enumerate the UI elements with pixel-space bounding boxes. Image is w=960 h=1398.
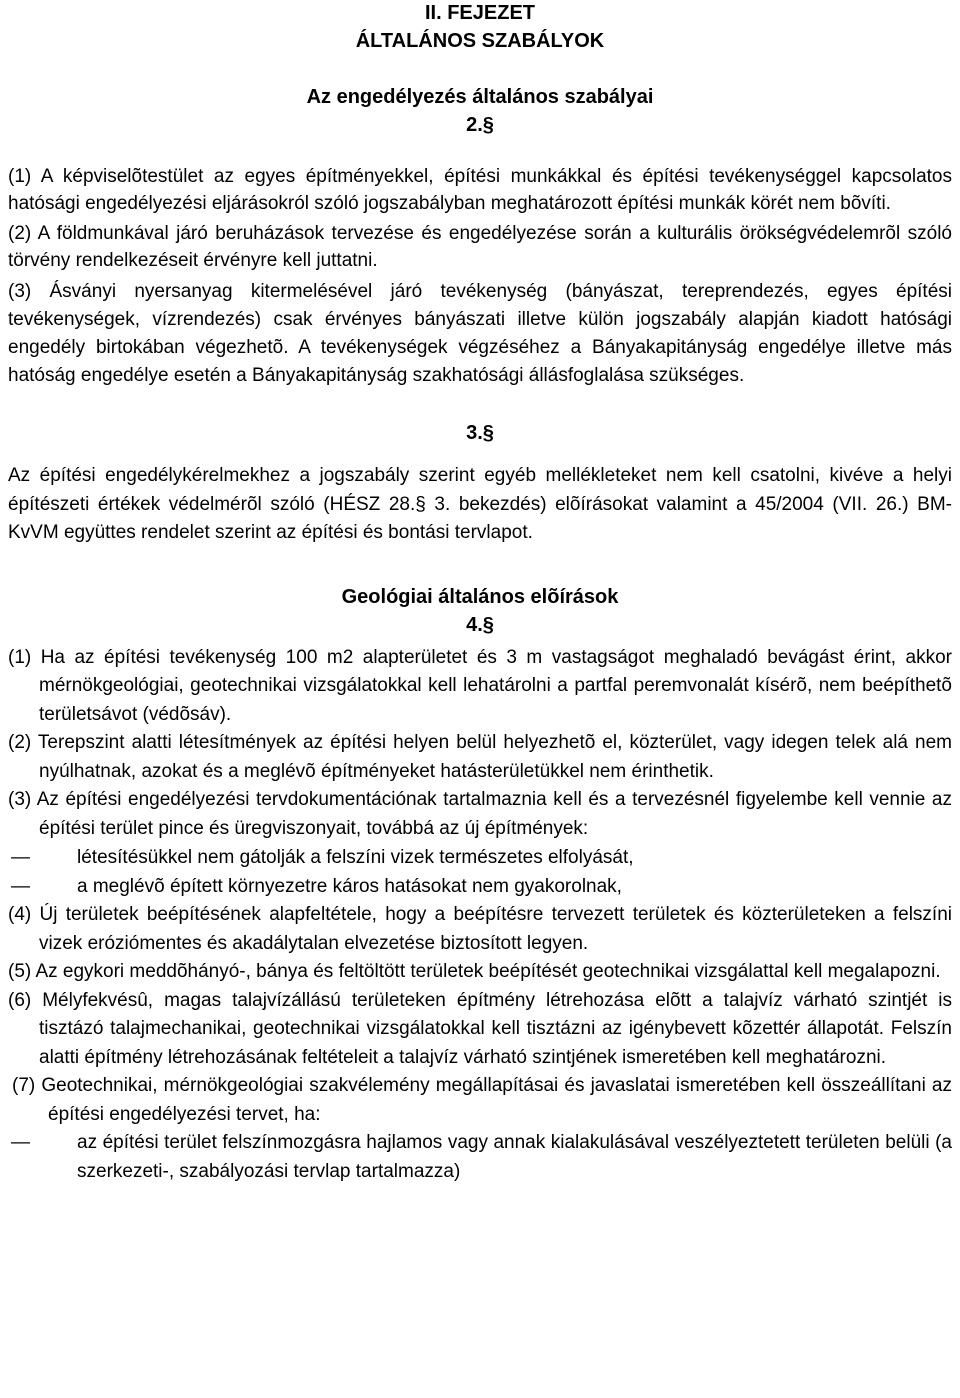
- section-heading-geologiai: Geológiai általános elõírások: [341, 585, 619, 608]
- paragraph-2-1: (1) A képviselõtestület az egyes építményekkel, építési munkákkal és építési tevékenységgel kapcsolatos hatósági engedélyezési eljárásokról szóló jogszabályban meghatározott építési munkák körét nem bõvíti.: [8, 166, 952, 214]
- paragraph-4-4: (4) Új területek beépítésének alapfeltétele, hogy a beépítésre tervezett területek és közterületeken a felszíni vizek eróziómentes és akadálytalan elvezetése biztosított legyen.: [8, 904, 952, 954]
- paragraph-number-2: 2.§: [466, 114, 494, 136]
- section-heading-engedelyezes: Az engedélyezés általános szabályai: [306, 86, 654, 108]
- dash-bullet: —: [11, 876, 30, 897]
- paragraph-number-4: 4.§: [466, 613, 494, 636]
- dash-item-text: az építési terület felszínmozgásra hajlamos vagy annak kialakulásával veszélyeztetett területen belüli (a szerkezeti-, szabályozási tervlap tartalmazza): [77, 1132, 952, 1182]
- paragraph-4-1: (1) Ha az építési tevékenység 100 m2 alapterületet és 3 m vastagságot meghaladó bevágást érint, akkor mérnökgeológiai, geotechnikai vizsgálatokkal kell lehatárolni a partfal peremvonalát kísérõ, nem beépíthetõ területsávot (védõsáv).: [8, 646, 952, 725]
- dash-list-item: [8, 843, 952, 872]
- dash-bullet: —: [11, 1132, 30, 1153]
- dash-item-text: létesítésükkel nem gátolják a felszíni vizek természetes elfolyását,: [77, 847, 634, 868]
- dash-list-item: [8, 872, 952, 901]
- paragraph-3-text: Az építési engedélykérelmekhez a jogszabály szerint egyéb mellékleteket nem kell csatolni, kivéve a helyi építészeti értékek védelmérõl szóló (HÉSZ 28.§ 3. bekezdés) elõírásokat valamint a 45/2004 (VII. 26.) BM-KvVM együttes rendelet szerint az építési és bontási tervlapot.: [8, 465, 952, 543]
- paragraph-4-2: (2) Terepszint alatti létesítmények az építési helyen belül helyezhetõ el, közterület, vagy idegen telek alá nem nyúlhatnak, azokat és a meglévõ építményeket hatásterületükkel nem érinthetik.: [8, 732, 952, 782]
- paragraph-4-3: (3) Az építési engedélyezési tervdokumentációnak tartalmaznia kell és a tervezésnél figyelembe kell vennie az építési terület pince és üregviszonyait, továbbá az új építmények:: [8, 789, 952, 839]
- paragraph-4-5: (5) Az egykori meddõhányó-, bánya és feltöltött területek beépítését geotechnikai vizsgálattal kell megalapozni.: [8, 961, 941, 982]
- dash-bullet: —: [11, 847, 30, 868]
- chapter-title: ÁLTALÁNOS SZABÁLYOK: [355, 30, 605, 52]
- dash-item-text: a meglévõ épített környezetre káros hatásokat nem gyakorolnak,: [77, 876, 622, 897]
- paragraph-2-3: (3) Ásványi nyersanyag kitermelésével járó tevékenység (bányászat, tereprendezés, egyes építési tevékenységek, vízrendezés) csak érvényes bányászati illetve külön jogszabály alapján kiadott hatósági engedély birtokában végezhetõ. A tevékenységek végzéséhez a Bányakapitányság engedélye illetve más hatóság engedélye esetén a Bányakapitányság szakhatósági állásfoglalása szükséges.: [8, 281, 952, 386]
- paragraph-4-7: (7) Geotechnikai, mérnökgeológiai szakvélemény megállapításai és javaslatai ismeretében kell összeállítani az építési engedélyezési tervet, ha:: [12, 1075, 952, 1125]
- chapter-number: II. FEJEZET: [424, 2, 536, 24]
- dash-list-item: [8, 1129, 952, 1186]
- paragraph-2-2: (2) A földmunkával járó beruházások tervezése és engedélyezése során a kulturális örökségvédelemrõl szóló törvény rendelkezéseit érvényre kell juttatni.: [8, 223, 952, 271]
- paragraph-4-6: (6) Mélyfekvésû, magas talajvízállású területeken építmény létrehozása elõtt a talajvíz várható szintjét is tisztázó talajmechanikai, geotechnikai vizsgálatokkal kell tisztázni az igénybevett kõzettér állapotát. Felszín alatti építmény létrehozásának feltételeit a talajvíz várható szintjének ismeretében kell meghatározni.: [8, 989, 952, 1068]
- paragraph-number-3: 3.§: [466, 422, 494, 444]
